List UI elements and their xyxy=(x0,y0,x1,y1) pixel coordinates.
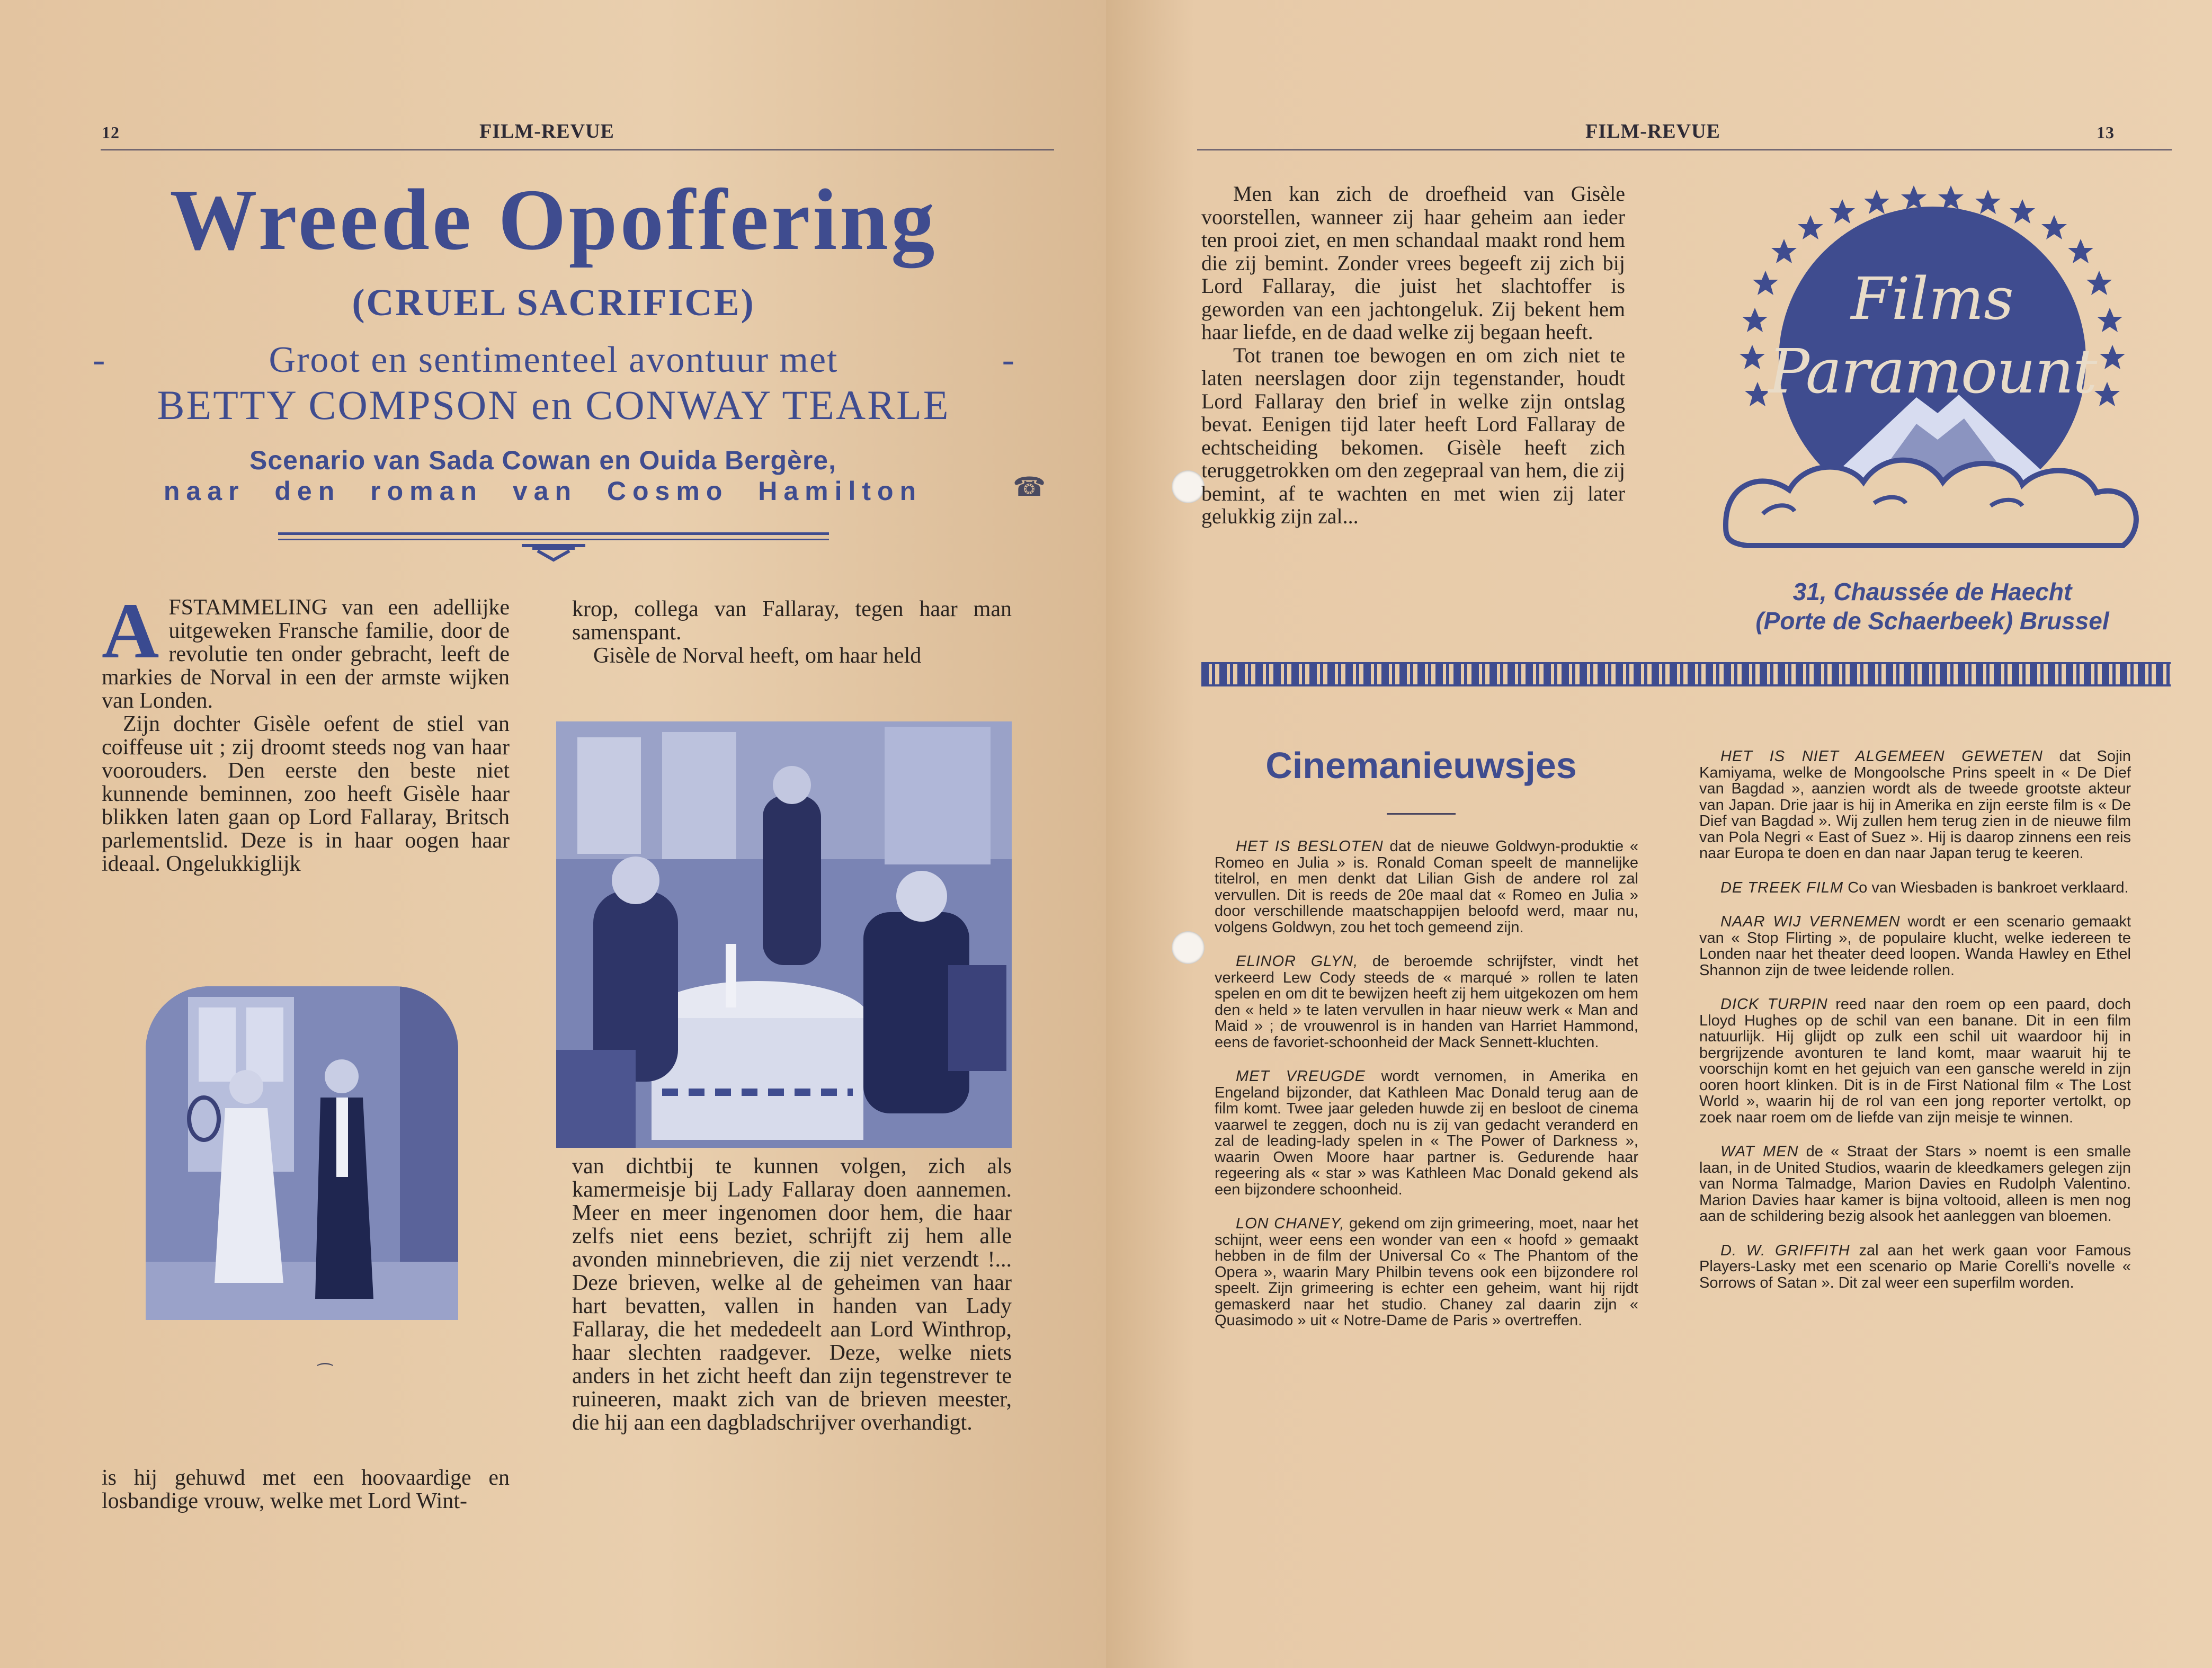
col2-paragraph-3: van dichtbij te kunnen volgen, zich als kamermeisje bij Lady Fallaray doen aannemen. Meer en meer ingenomen door hem, die haar zelfs niet eens beziet, schrijft zij hem alle avonden minnebrieven, die zij niet verzendt !... Deze brieven, welke al de geheimen van haar hart bevatten, vallen in handen van Lady Fallaray, die het mededeelt aan Lord Winthrop, haar slechten raadgever. Deze, welke niets anders in het zicht heeft dan zijn tegenstrever te ruineeren, maakt zich van de brieven meester, die hij aan een dagbladschrijver overhandigt. xyxy=(572,1154,1012,1435)
story-paragraph-2: Tot tranen toe bewogen en om zich niet te laten neerslagen door zijn tegenstander, houdt Lord Fallaray den brief in welke zijn ontslag bevat. Eenigen tijd later heeft Lord Fallaray de echtscheiding bekomen. Gisèle heeft zich teruggetrokken om den zegepraal van hem, die zij bemint, af te wachten en met wien zij later gelukkig zijn zal... xyxy=(1201,343,1625,528)
news-item-keyword: LON CHANEY, xyxy=(1236,1215,1345,1232)
news-item-keyword: WAT MEN xyxy=(1720,1143,1799,1160)
starring-line: BETTY COMPSON en CONWAY TEARLE xyxy=(157,382,950,428)
news-item-text: reed naar den roem op een paard, doch Lloyd Hughes op de schil van een banane. Dit in een film natuurlijk. Hij glijdt op zulk een schil uit waardoor hij in bergrijzende avonturen te land komt, maar waaruit hij te voorschijn komt en het gejuich van een gansche wereld in zijn ooren hoort klinken. Dit is in de First National film « The Lost World », waarin hij de rol van een jong reporter vertolkt, op zoek naar roem om de liefde van zijn meisje te winnen. xyxy=(1699,996,2131,1126)
news-item-keyword: NAAR WIJ VERNEMEN xyxy=(1720,913,1901,930)
news-item xyxy=(1699,748,2131,862)
film-still-couple-image xyxy=(146,986,458,1320)
news-item xyxy=(1699,880,2131,896)
news-section-title: Cinemanieuwsjes xyxy=(1265,745,1577,786)
punch-hole-icon xyxy=(1172,470,1205,503)
paramount-advertisement xyxy=(1715,185,2149,652)
news-item-text: dat de nieuwe Goldwyn-produktie « Romeo en Julia » is. Ronald Coman speelt de mannelijke titelrol, en men denkt dat Lilian Gish de andere rol zal vervullen. Dit is reeds de 20e maal dat « Romeo en Julia » door verschillende maatschappijen beloofd werd, maar nu, volgens Goldwyn, zou het toch gemeend zijn. xyxy=(1215,838,1638,936)
news-item-text: de « Straat der Stars » noemt is een smalle laan, in de United Studios, waarin de kleedkamers gelegen zijn van Norma Talmadge, Marion Davies en Rudolph Valentino. Marion Davies haar kamer is bijna voltooid, alleen is men nog aan de schildering bezig alsook het aanleggen van bloemen. xyxy=(1699,1143,2131,1225)
news-item-text: de beroemde schrijfster, vindt het verkeerd Lew Cody steeds de « marqué » rollen te laten spelen en om dit te bewijzen heeft zij hem uitgekozen om hem den « held » te laten vervullen in haar nieuw werk « Man and Maid » ; de vrouwenrol is in handen van Harriet Hammond, eens de favoriet-schoonheid der Mack Sennett-kluchten. xyxy=(1215,953,1638,1051)
page-number-left: 12 xyxy=(102,123,120,142)
news-item xyxy=(1699,1144,2131,1225)
news-item-keyword: DICK TURPIN xyxy=(1720,996,1828,1013)
running-head-left: FILM-REVUE xyxy=(479,120,614,142)
header-rule-right xyxy=(1197,149,2172,150)
tagline-dash-right: - xyxy=(1002,340,1014,380)
logo-word-paramount: Paramount xyxy=(1768,336,2097,407)
col2-paragraph-2: Gisèle de Norval heeft, om haar held xyxy=(593,644,922,668)
story-paragraph-1: Men kan zich de droefheid van Gisèle voorstellen, wanneer zij haar geheim aan ieder ten prooi ziet, en men schandaal maakt rond hem die zij bemint. Zonder vrees begeeft zij zich bij Lord Fallaray, die juist het slachtoffer is geworden van een jachtongeluk. Zij bekent hem haar liefde, en de daad welke zij begaan heeft. xyxy=(1201,182,1625,344)
page-number-right: 13 xyxy=(2097,123,2115,142)
article-subtitle: (CRUEL SACRIFICE) xyxy=(352,281,755,324)
col1-paragraph-1: FSTAMMELING van een adellijke uitgeweken Fransche familie, door de revolutie ten onder gebracht, leeft de markies de Norval in een der armste wijken van Londen. xyxy=(102,595,510,713)
news-item xyxy=(1215,1216,1638,1329)
ad-address-line-2: (Porte de Schaerbeek) Brussel xyxy=(1755,607,2109,635)
right-page xyxy=(1106,0,2212,1668)
header-rule-left xyxy=(101,149,1054,150)
news-item-keyword: MET VREUGDE xyxy=(1236,1068,1366,1085)
ink-mark: ⁔ xyxy=(318,1346,333,1366)
news-item xyxy=(1215,839,1638,935)
story-continuation xyxy=(1201,182,1625,528)
news-item xyxy=(1699,1243,2131,1291)
news-item xyxy=(1215,1068,1638,1198)
credit-line-1: Scenario van Sada Cowan en Ouida Bergère, xyxy=(249,445,837,475)
ornament-divider-icon xyxy=(522,543,585,564)
news-item xyxy=(1699,914,2131,978)
column-2-top xyxy=(572,597,1012,667)
article-title: Wreede Opoffering xyxy=(170,171,938,268)
tagline-row xyxy=(93,339,1014,381)
news-column-2 xyxy=(1699,748,2131,1309)
punch-hole-icon xyxy=(1172,931,1205,964)
margin-stamp: ☎ xyxy=(1013,472,1046,502)
news-title-rule xyxy=(1387,813,1456,815)
news-item-keyword: ELINOR GLYN, xyxy=(1236,953,1359,970)
film-still-restaurant xyxy=(556,721,1012,1148)
news-item-keyword: DE TREEK FILM xyxy=(1720,879,1844,896)
ornament-rule-top xyxy=(278,532,829,535)
col2-paragraph-1: krop, collega van Fallaray, tegen haar man samenspant. xyxy=(572,597,1012,645)
news-item-text: gekend om zijn grimeering, moet, naar het schijnt, weer eens een wonder van een « hoofd » gemaakt hebben in de film der Universal Co « The Phantom of the Opera », waarin Mary Philbin tevens ook een bijzondere rol speelt. Zijn grimeering is echter een geheim, want hij rijdt gemaskerd naar het studio. Chaney zal daarin zijn « Quasimodo » uit « Notre-Dame de Paris » overtreffen. xyxy=(1215,1215,1638,1329)
ornament-rule-bottom xyxy=(278,539,829,540)
tagline: Groot en sentimenteel avontuur met xyxy=(269,340,839,380)
news-item-text: Co van Wiesbaden is bankroet verklaard. xyxy=(1843,879,2129,896)
film-still-restaurant-image xyxy=(556,721,1012,1148)
film-still-couple xyxy=(146,986,458,1320)
column-2-bottom xyxy=(572,1155,1012,1434)
news-item xyxy=(1699,996,2131,1126)
ad-address-line-1: 31, Chaussée de Haecht xyxy=(1792,578,2072,605)
column-1-top xyxy=(102,587,510,876)
col1-paragraph-3: is hij gehuwd met een hoovaardige en losbandige vrouw, welke met Lord Wint- xyxy=(102,1466,510,1513)
logo-word-films: Films xyxy=(1851,265,2014,333)
ornamental-border xyxy=(1201,662,2171,686)
news-item-keyword: D. W. GRIFFITH xyxy=(1720,1242,1850,1259)
credit-line-2: naar den roman van Cosmo Hamilton xyxy=(163,476,923,506)
tagline-dash-left: - xyxy=(93,340,105,380)
col1-paragraph-2: Zijn dochter Gisèle oefent de stiel van coiffeuse uit ; zij droomt steeds nog van haar voorouders. Den eerste den beste niet kunnende beminnen, zoo heeft Gisèle haar blikken laten gaan op Lord Fallaray, Britsch parlementslid. Deze is in haar oogen haar ideaal. Ongelukkiglijk xyxy=(102,712,510,876)
news-item-keyword: HET IS NIET ALGEMEEN GEWETEN xyxy=(1720,748,2043,765)
news-item-text: zal aan het werk gaan voor Famous Players-Lasky met een scenario op Marie Corelli's novelle « Sorrows of Satan ». Dit zal weer een superfilm worden. xyxy=(1699,1242,2131,1291)
news-item-text: wordt vernomen, in Amerika en Engeland bijzonder, dat Kathleen Mac Donald terug aan de film komt. Twee jaar geleden huwde zij en besloot de cinema vaarwel te zeggen, doch nu is zij van gedacht veranderd en zal de leading-lady spelen in « The Power of Darkness », waarin Owen Moore haar partner is. Gedurende haar regeering als « star » was Kathleen Mac Donald gekend als een bijzondere schoonheid. xyxy=(1215,1068,1638,1198)
news-item-text: wordt er een scenario gemaakt van « Stop Flirting », de populaire klucht, welke iedereen te Londen naar het theater deed loopen. Wanda Hawley en Ethel Shannon zijn de twee leidende rollen. xyxy=(1699,913,2131,979)
news-item xyxy=(1215,953,1638,1050)
news-item-keyword: HET IS BESLOTEN xyxy=(1236,838,1384,855)
news-column-1 xyxy=(1215,839,1638,1347)
news-item-text: dat Sojin Kamiyama, welke de Mongoolsche Prins speelt in « De Dief van Bagdad », aanzien wordt als de tweede grootste akteur van Japan. Drie jaar is hij in Amerika en zijn eerste film is « De Dief van Bagdad ». Wij zullen hem terug zien in de nieuwe film van Pola Negri « East of Suez ». Hij is daarop zinnens een reis naar Europa te doen en dan naar Japan terug te keeren. xyxy=(1699,748,2131,862)
column-1-bottom xyxy=(102,1466,510,1513)
drop-cap: A xyxy=(102,587,159,675)
running-head-right: FILM-REVUE xyxy=(1585,120,1720,142)
